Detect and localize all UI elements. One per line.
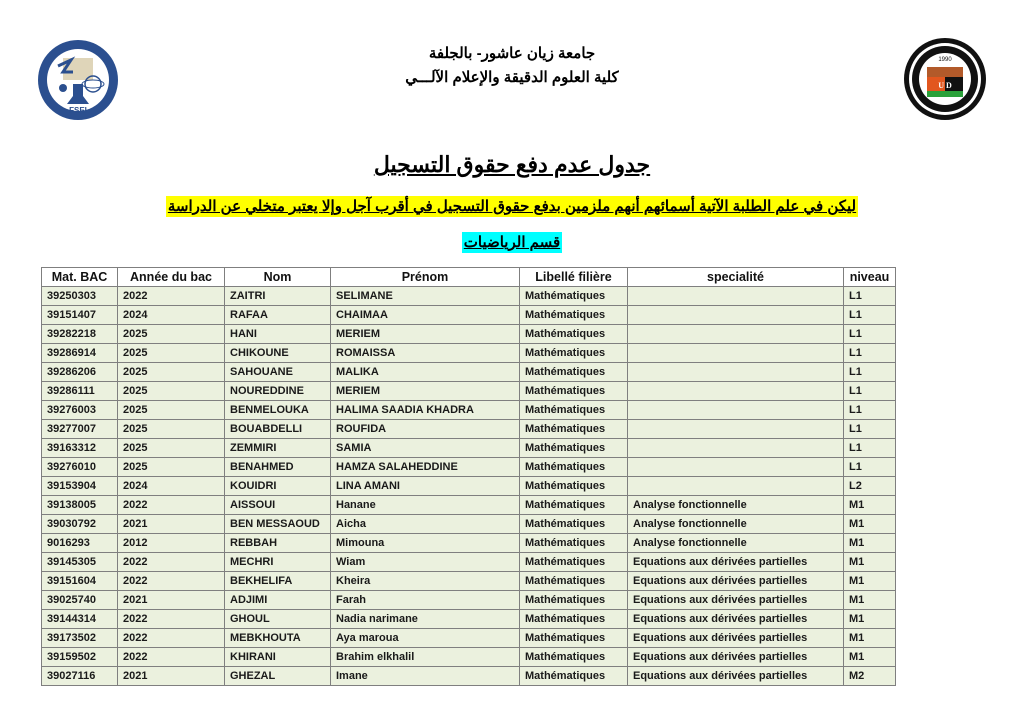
cell-nom: SAHOUANE	[225, 363, 331, 382]
university-name: جامعة زيان عاشور- بالجلفة	[428, 45, 596, 62]
cell-mat-bac: 39286111	[42, 382, 118, 401]
cell-prenom: Aya maroua	[331, 629, 520, 648]
cell-prenom: Hanane	[331, 496, 520, 515]
cell-specialite	[628, 344, 844, 363]
cell-niveau: L1	[844, 401, 896, 420]
table-row	[42, 382, 896, 401]
notice-text: ليكن في علم الطلبة الآتية أسمائهم أنهم ملزمين بدفع حقوق التسجيل في أقرب آجل وإلا يعتبر متخلي عن الدراسة	[167, 198, 857, 215]
cell-annee-bac: 2022	[118, 287, 225, 306]
cell-niveau: L1	[844, 382, 896, 401]
cell-mat-bac: 39025740	[42, 591, 118, 610]
cell-mat-bac: 39138005	[42, 496, 118, 515]
cell-mat-bac: 39250303	[42, 287, 118, 306]
cell-nom: BOUABDELLI	[225, 420, 331, 439]
cell-prenom: Imane	[331, 667, 520, 686]
cell-mat-bac: 39173502	[42, 629, 118, 648]
cell-filiere: Mathématiques	[520, 420, 628, 439]
cell-niveau: M1	[844, 553, 896, 572]
cell-nom: BEN MESSAOUD	[225, 515, 331, 534]
cell-prenom: Nadia narimane	[331, 610, 520, 629]
cell-nom: KHIRANI	[225, 648, 331, 667]
cell-prenom: LINA AMANI	[331, 477, 520, 496]
cell-filiere: Mathématiques	[520, 363, 628, 382]
cell-annee-bac: 2025	[118, 325, 225, 344]
cell-annee-bac: 2024	[118, 477, 225, 496]
cell-filiere: Mathématiques	[520, 344, 628, 363]
cell-annee-bac: 2022	[118, 648, 225, 667]
university-logo	[903, 37, 987, 121]
unpaid-fees-table	[41, 267, 896, 686]
cell-prenom: CHAIMAA	[331, 306, 520, 325]
cell-annee-bac: 2022	[118, 572, 225, 591]
table-row	[42, 534, 896, 553]
table-row	[42, 344, 896, 363]
cell-filiere: Mathématiques	[520, 591, 628, 610]
cell-nom: MECHRI	[225, 553, 331, 572]
university-logo-year: 1990	[938, 57, 952, 63]
cell-mat-bac: 39276003	[42, 401, 118, 420]
cell-niveau: M1	[844, 534, 896, 553]
cell-mat-bac: 39159502	[42, 648, 118, 667]
cell-filiere: Mathématiques	[520, 667, 628, 686]
table-row	[42, 610, 896, 629]
cell-mat-bac: 39144314	[42, 610, 118, 629]
cell-prenom: HALIMA SAADIA KHADRA	[331, 401, 520, 420]
cell-prenom: ROMAISSA	[331, 344, 520, 363]
table-row	[42, 667, 896, 686]
header-prenom: Prénom	[331, 268, 520, 287]
cell-prenom: MERIEM	[331, 382, 520, 401]
cell-specialite	[628, 420, 844, 439]
cell-specialite: Equations aux dérivées partielles	[628, 572, 844, 591]
cell-niveau: L1	[844, 325, 896, 344]
cell-nom: KOUIDRI	[225, 477, 331, 496]
cell-specialite: Equations aux dérivées partielles	[628, 610, 844, 629]
cell-niveau: L1	[844, 439, 896, 458]
cell-nom: HANI	[225, 325, 331, 344]
cell-specialite	[628, 325, 844, 344]
cell-nom: ZEMMIRI	[225, 439, 331, 458]
cell-filiere: Mathématiques	[520, 458, 628, 477]
cell-mat-bac: 39286914	[42, 344, 118, 363]
cell-filiere: Mathématiques	[520, 515, 628, 534]
cell-prenom: SAMIA	[331, 439, 520, 458]
cell-filiere: Mathématiques	[520, 572, 628, 591]
faculty-logo-text: FSEI	[69, 106, 87, 115]
table-row	[42, 648, 896, 667]
cell-nom: BENAHMED	[225, 458, 331, 477]
cell-annee-bac: 2025	[118, 439, 225, 458]
header-specialite: specialité	[628, 268, 844, 287]
cell-mat-bac: 39277007	[42, 420, 118, 439]
cell-niveau: M1	[844, 591, 896, 610]
table-header-row	[42, 268, 896, 287]
cell-niveau: L1	[844, 287, 896, 306]
cell-specialite: Equations aux dérivées partielles	[628, 553, 844, 572]
department-label	[300, 233, 724, 252]
cell-prenom: MERIEM	[331, 325, 520, 344]
table-row	[42, 325, 896, 344]
department-text: قسم الرياضيات	[463, 234, 561, 251]
table-row	[42, 439, 896, 458]
header-niveau: niveau	[844, 268, 896, 287]
cell-niveau: M1	[844, 648, 896, 667]
cell-filiere: Mathématiques	[520, 382, 628, 401]
cell-annee-bac: 2022	[118, 629, 225, 648]
cell-filiere: Mathématiques	[520, 325, 628, 344]
cell-niveau: L2	[844, 477, 896, 496]
cell-mat-bac: 39151407	[42, 306, 118, 325]
faculty-logo	[33, 38, 123, 122]
cell-mat-bac: 39145305	[42, 553, 118, 572]
cell-annee-bac: 2025	[118, 458, 225, 477]
cell-filiere: Mathématiques	[520, 306, 628, 325]
cell-prenom: Wiam	[331, 553, 520, 572]
cell-annee-bac: 2022	[118, 610, 225, 629]
cell-filiere: Mathématiques	[520, 401, 628, 420]
cell-annee-bac: 2021	[118, 515, 225, 534]
header-annee-bac: Année du bac	[118, 268, 225, 287]
table-row	[42, 572, 896, 591]
cell-mat-bac: 9016293	[42, 534, 118, 553]
cell-annee-bac: 2024	[118, 306, 225, 325]
cell-annee-bac: 2025	[118, 382, 225, 401]
cell-specialite	[628, 306, 844, 325]
cell-mat-bac: 39286206	[42, 363, 118, 382]
cell-mat-bac: 39282218	[42, 325, 118, 344]
cell-niveau: M2	[844, 667, 896, 686]
cell-filiere: Mathématiques	[520, 553, 628, 572]
cell-filiere: Mathématiques	[520, 534, 628, 553]
cell-prenom: Mimouna	[331, 534, 520, 553]
cell-annee-bac: 2025	[118, 344, 225, 363]
cell-prenom: Brahim elkhalil	[331, 648, 520, 667]
cell-niveau: M1	[844, 515, 896, 534]
cell-nom: REBBAH	[225, 534, 331, 553]
cell-specialite: Analyse fonctionnelle	[628, 496, 844, 515]
cell-prenom: Farah	[331, 591, 520, 610]
cell-annee-bac: 2021	[118, 667, 225, 686]
cell-annee-bac: 2025	[118, 363, 225, 382]
cell-filiere: Mathématiques	[520, 477, 628, 496]
cell-annee-bac: 2012	[118, 534, 225, 553]
cell-niveau: L1	[844, 363, 896, 382]
cell-mat-bac: 39163312	[42, 439, 118, 458]
cell-nom: CHIKOUNE	[225, 344, 331, 363]
table-body	[42, 287, 896, 686]
cell-nom: GHEZAL	[225, 667, 331, 686]
table-row	[42, 515, 896, 534]
cell-specialite: Equations aux dérivées partielles	[628, 667, 844, 686]
cell-annee-bac: 2022	[118, 496, 225, 515]
cell-prenom: MALIKA	[331, 363, 520, 382]
table-row	[42, 629, 896, 648]
cell-annee-bac: 2025	[118, 420, 225, 439]
table-row	[42, 306, 896, 325]
cell-specialite: Equations aux dérivées partielles	[628, 629, 844, 648]
cell-filiere: Mathématiques	[520, 648, 628, 667]
cell-annee-bac: 2022	[118, 553, 225, 572]
cell-nom: MEBKHOUTA	[225, 629, 331, 648]
university-logo-letters: U D	[938, 81, 952, 90]
cell-niveau: M1	[844, 610, 896, 629]
cell-mat-bac: 39153904	[42, 477, 118, 496]
table-row	[42, 401, 896, 420]
header-mat-bac: Mat. BAC	[42, 268, 118, 287]
table-row	[42, 363, 896, 382]
cell-nom: NOUREDDINE	[225, 382, 331, 401]
cell-nom: RAFAA	[225, 306, 331, 325]
cell-specialite: Analyse fonctionnelle	[628, 515, 844, 534]
cell-prenom: Kheira	[331, 572, 520, 591]
cell-filiere: Mathématiques	[520, 496, 628, 515]
cell-specialite	[628, 458, 844, 477]
cell-nom: AISSOUI	[225, 496, 331, 515]
cell-filiere: Mathématiques	[520, 439, 628, 458]
cell-niveau: L1	[844, 306, 896, 325]
cell-mat-bac: 39027116	[42, 667, 118, 686]
cell-niveau: L1	[844, 420, 896, 439]
cell-niveau: L1	[844, 458, 896, 477]
cell-specialite: Equations aux dérivées partielles	[628, 591, 844, 610]
cell-specialite	[628, 363, 844, 382]
cell-nom: BENMELOUKA	[225, 401, 331, 420]
cell-specialite: Analyse fonctionnelle	[628, 534, 844, 553]
cell-filiere: Mathématiques	[520, 629, 628, 648]
cell-specialite	[628, 401, 844, 420]
cell-nom: ADJIMI	[225, 591, 331, 610]
cell-annee-bac: 2025	[118, 401, 225, 420]
cell-specialite	[628, 382, 844, 401]
cell-filiere: Mathématiques	[520, 287, 628, 306]
table-row	[42, 553, 896, 572]
notice-banner	[150, 197, 874, 216]
header-filiere: Libellé filière	[520, 268, 628, 287]
cell-niveau: M1	[844, 572, 896, 591]
cell-specialite	[628, 439, 844, 458]
table-row	[42, 287, 896, 306]
table-row	[42, 496, 896, 515]
faculty-name: كلية العلوم الدقيقة والإعلام الآلـــي	[405, 69, 619, 86]
cell-mat-bac: 39276010	[42, 458, 118, 477]
cell-specialite: Equations aux dérivées partielles	[628, 648, 844, 667]
cell-niveau: L1	[844, 344, 896, 363]
table-row	[42, 591, 896, 610]
cell-nom: BEKHELIFA	[225, 572, 331, 591]
cell-filiere: Mathématiques	[520, 610, 628, 629]
cell-mat-bac: 39151604	[42, 572, 118, 591]
table-row	[42, 420, 896, 439]
cell-niveau: M1	[844, 496, 896, 515]
cell-prenom: ROUFIDA	[331, 420, 520, 439]
table-row	[42, 477, 896, 496]
cell-prenom: HAMZA SALAHEDDINE	[331, 458, 520, 477]
cell-specialite	[628, 287, 844, 306]
cell-nom: ZAITRI	[225, 287, 331, 306]
header-nom: Nom	[225, 268, 331, 287]
cell-prenom: SELIMANE	[331, 287, 520, 306]
cell-specialite	[628, 477, 844, 496]
cell-prenom: Aicha	[331, 515, 520, 534]
table-row	[42, 458, 896, 477]
cell-mat-bac: 39030792	[42, 515, 118, 534]
cell-annee-bac: 2021	[118, 591, 225, 610]
document-title: جدول عدم دفع حقوق التسجيل	[373, 152, 651, 177]
cell-niveau: M1	[844, 629, 896, 648]
cell-nom: GHOUL	[225, 610, 331, 629]
